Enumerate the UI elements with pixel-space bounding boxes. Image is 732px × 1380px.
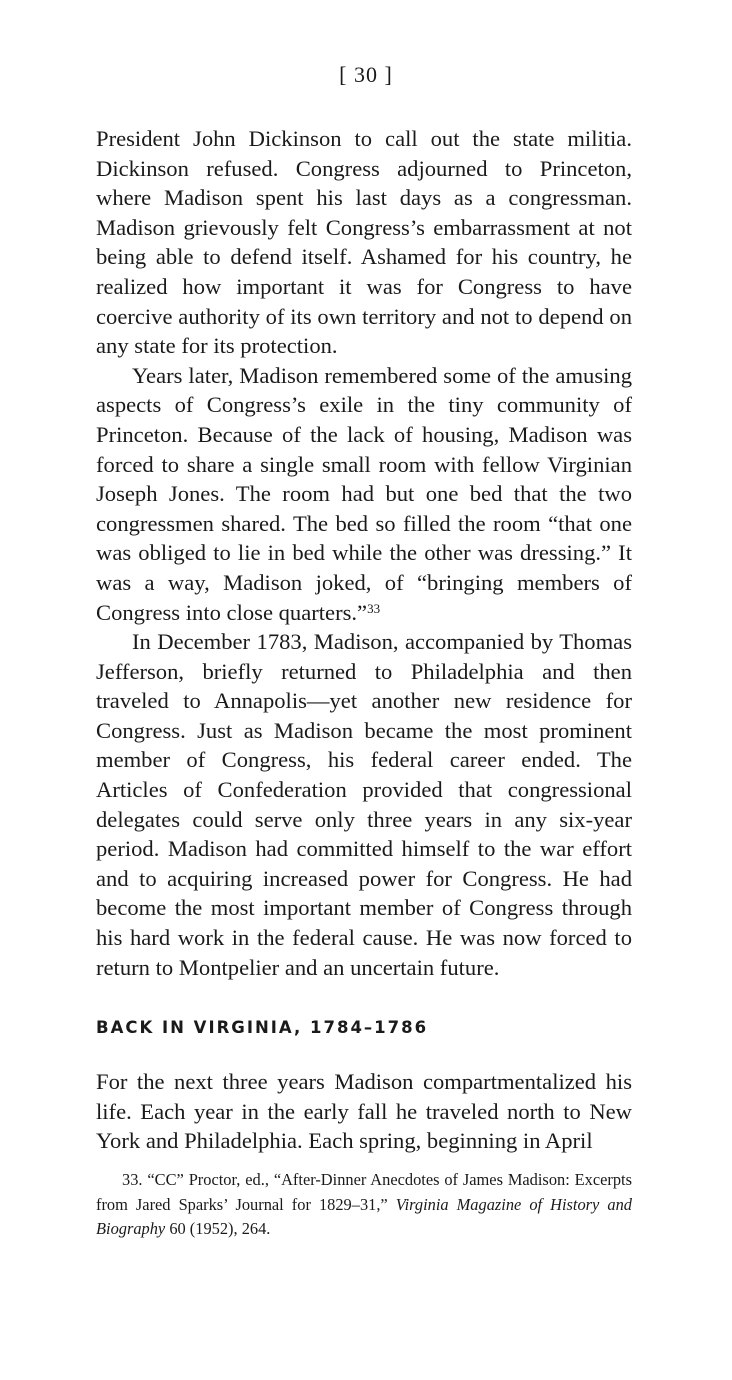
footnote (96, 1168, 632, 1242)
footnote-journal-title: Virginia Magazine of History and Biography (96, 1194, 632, 1238)
footnote-reference: 33 (367, 600, 381, 616)
paragraph-text: Years later, Madison remembered some of the amusing aspects of Congress’s exile in the tiny community of Princeton. Because of the lack of housing, Madison was forced to share a single small room with fellow Virginian Joseph Jones. The room had but one bed that the two congressmen shared. The bed so filled the room “that one was obliged to lie in bed while the other was dressing.” It was a way, Madison joked, of “bringing members of Congress into close quarters.” (96, 362, 632, 625)
body-text (96, 124, 632, 982)
paragraph: For the next three years Madison compartmentalized his life. Each year in the early fall he traveled north to New York and Philadelphia. Each spring, beginning in April (96, 1069, 632, 1154)
footnote-text: “CC” Proctor, ed., “After-Dinner Anecdotes of James Madison: Excerpts from Jared Sparks’ Journal for 1829–31,” (96, 1170, 632, 1214)
footnote-number: 33. (122, 1170, 143, 1189)
paragraph (96, 361, 632, 627)
section-body-text (96, 1067, 632, 1156)
footnote-citation: 60 (1952), 264. (169, 1219, 271, 1238)
section-heading: BACK IN VIRGINIA, 1784–1786 (96, 1018, 429, 1037)
paragraph: In December 1783, Madison, accompanied by Thomas Jefferson, briefly returned to Philadelphia and then traveled to Annapolis—yet another new residence for Congress. Just as Madison became the most prominent member of Congress, his federal career ended. The Articles of Confederation provided that congressional delegates could serve only three years in any six-year period. Madison had committed himself to the war effort and to acquiring increased power for Congress. He had become the most important member of Congress through his hard work in the federal cause. He was now forced to return to Montpelier and an uncertain future. (96, 629, 632, 980)
page-number: [ 30 ] (339, 62, 393, 87)
paragraph: President John Dickinson to call out the state militia. Dickinson refused. Congress adjourned to Princeton, where Madison spent his last days as a congressman. Madison grievously felt Congress’s embarrassment at not being able to defend itself. Ashamed for his country, he realized how important it was for Congress to have coercive authority of its own territory and not to depend on any state for its protection. (96, 126, 632, 359)
